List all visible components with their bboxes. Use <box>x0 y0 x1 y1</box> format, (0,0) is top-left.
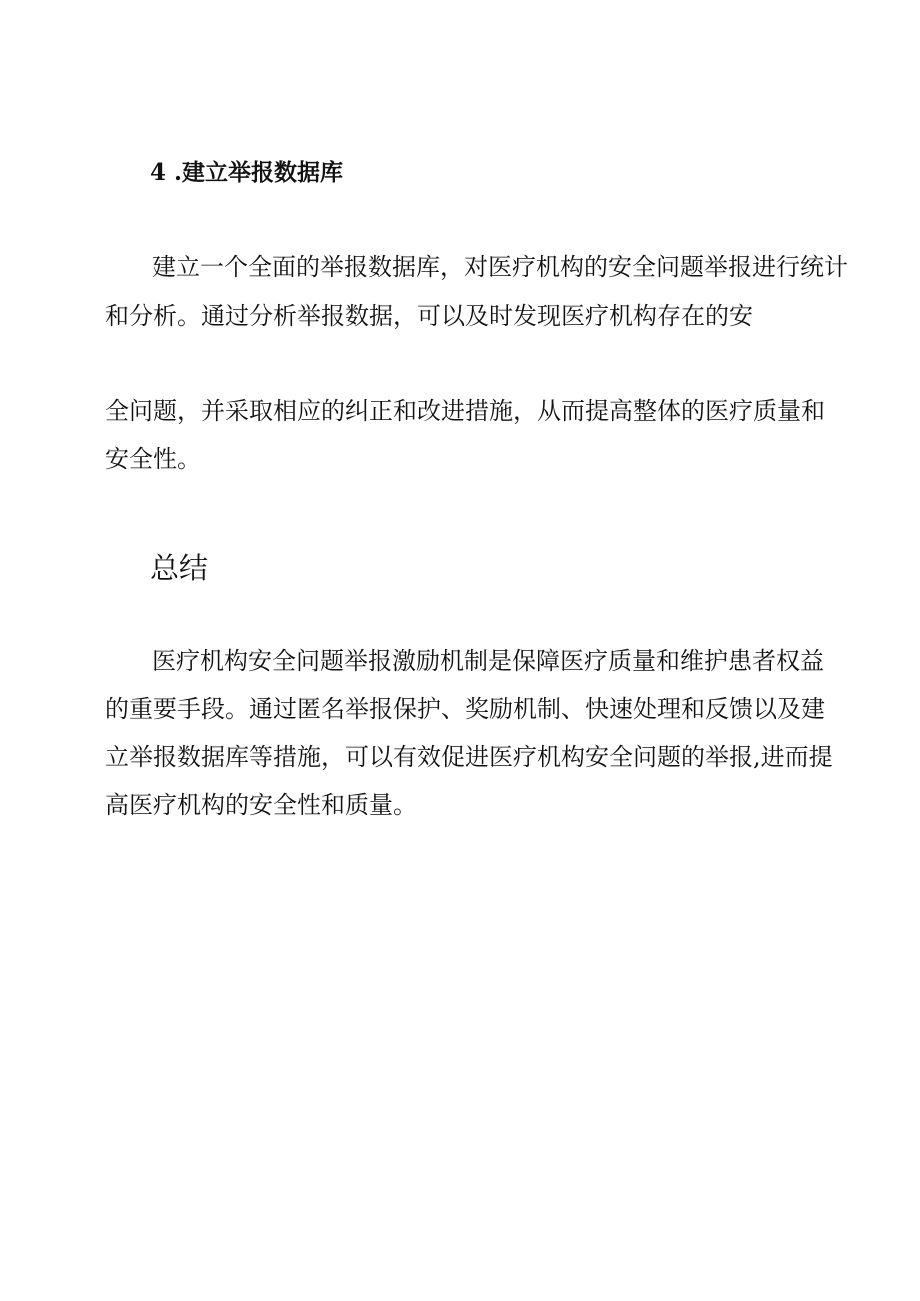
paragraph-line: 安全性。 <box>105 445 201 473</box>
paragraph-line: 的重要手段。通过匿名举报保护、奖励机制、快速处理和反馈以及建 <box>105 695 825 723</box>
paragraph-line: 立举报数据库等措施，可以有效促进医疗机构安全问题的举报,进而提 <box>105 743 833 771</box>
paragraph-line: 建立一个全面的举报数据库，对医疗机构的安全问题举报进行统计 <box>152 253 848 281</box>
summary-heading: 总结 <box>150 551 209 585</box>
paragraph-line: 和分析。通过分析举报数据，可以及时发现医疗机构存在的安 <box>105 302 753 330</box>
paragraph-line: 全问题，并采取相应的纠正和改进措施，从而提高整体的医疗质量和 <box>105 397 825 425</box>
paragraph-line: 医疗机构安全问题举报激励机制是保障医疗质量和维护患者权益 <box>152 647 824 675</box>
section-heading: 4 .建立举报数据库 <box>150 159 344 186</box>
paragraph-line: 高医疗机构的安全性和质量。 <box>105 791 417 819</box>
